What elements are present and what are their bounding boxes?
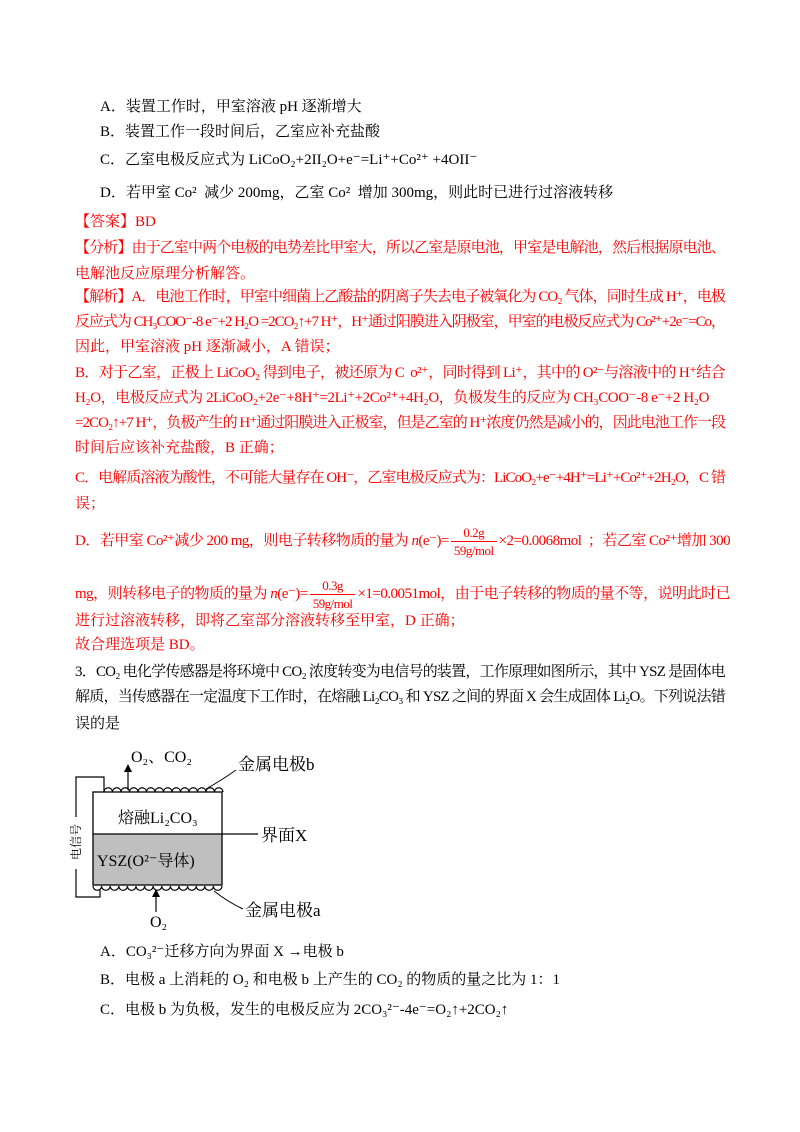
q3-stem-line: 3．CO₂ 电化学传感器是将环境中 CO₂ 浓度转变为电信号的装置，工作原理如图所示，其中 YSZ 是固体电 [75, 664, 725, 680]
q3-option-b: B．电极 a 上消耗的 O₂ 和电极 b 上产生的 CO₂ 的物质的量之比为 1：1 [100, 972, 561, 988]
explanation-a-line: 反应式为 CH₃COO⁻-8 e⁻+2 H₂O =2CO₂↑+7 H⁺，H⁺通过阳膜进入阴极室，甲室的电极反应式为 Co²⁺+2e⁻=Co， [75, 314, 725, 330]
ysz-layer-label: YSZ(O²⁻导体) [97, 853, 195, 870]
co2-sensor-diagram [60, 740, 340, 932]
fraction-numerator: 0.2g [451, 525, 497, 542]
explanation-d-text: ×2=0.0068mol ；若乙室 Co²⁺增加 300 [498, 532, 731, 549]
analysis-line: 【分析】由于乙室中两个电极的电势差比甲室大，所以乙室是原电池，甲室是电解池，然后根据原电池、 [75, 240, 725, 256]
q2-option-b: B．装置工作一段时间后，乙室应补充盐酸 [100, 124, 381, 140]
interface-label: 界面X [261, 826, 308, 845]
q3-stem-line: 误的是 [75, 716, 121, 732]
explanation-c-line: C．电解质溶液为酸性，不可能大量存在 OH⁻，乙室电极反应式为：LiCoO₂+e⁻+4H⁺=Li⁺+Co²⁺+2H₂O，C 错 [75, 470, 725, 486]
explanation-a-line: 【解析】A．电池工作时，甲室中细菌上乙酸盐的阴离子失去电子被氧化为 CO₂ 气体，同时生成 H⁺，电极 [75, 289, 725, 305]
electron-symbol: (e⁻)= [277, 585, 308, 602]
electrode-b-label: 金属电极b [238, 755, 315, 774]
explanation-d-text: ×1=0.0051mol，由于电子转移的物质的量不等，说明此时已 [357, 585, 731, 602]
electrode-a-wavy [93, 886, 222, 890]
explanation-d-line [75, 578, 730, 611]
electrode-a-leader [214, 891, 243, 909]
molten-layer-label: 熔融Li₂CO₃ [118, 810, 198, 827]
q2-option-a: A．装置工作时，甲室溶液 pH 逐渐增大 [100, 99, 362, 115]
answer-label: 【答案】BD [75, 214, 156, 230]
fraction [310, 578, 356, 611]
variable-n: n [270, 585, 278, 602]
conclusion-line: 故合理选项是 BD。 [75, 637, 205, 653]
electron-symbol: (e⁻)= [418, 532, 449, 549]
q3-option-c: C．电极 b 为负极，发生的电极反应为 2CO₃²⁻-4e⁻=O₂↑+2CO₂↑ [100, 1002, 509, 1018]
q2-option-c: C．乙室电极反应式为 LiCoO₂+2II₂O+e⁻=Li⁺+Co²⁺ +4OII⁻ [100, 152, 478, 168]
q2-option-d: D．若甲室 Co² 减少 200mg，乙室 Co² 增加 300mg，则此时已进行过溶液转移 [100, 185, 614, 201]
electrode-b-leader [206, 770, 236, 789]
fraction-numerator: 0.3g [310, 578, 356, 595]
q3-option-a: A．CO₃²⁻迁移方向为界面 X →电极 b [100, 944, 344, 960]
bottom-gas-label: O₂ [150, 914, 168, 931]
fraction-denominator: 59g/mol [453, 543, 494, 558]
q3-stem-line: 解质，当传感器在一定温度下工作时，在熔融 Li₂CO₃ 和 YSZ 之间的界面 X 会生成固体 Li₂O。下列说法错 [75, 689, 725, 705]
fraction-denominator: 59g/mol [312, 596, 353, 611]
variable-n: n [411, 532, 419, 549]
analysis-line: 电解池反应原理分析解答。 [75, 266, 256, 282]
explanation-b-line: 时间后应该补充盐酸，B 正确； [75, 440, 284, 456]
top-gases-label: O₂、CO₂ [131, 749, 192, 766]
explanation-b-line: =2CO₂↑+7 H⁺，负极产生的 H⁺通过阳膜进入正极室，但是乙室的 H⁺浓度仍然是减小的，因此电池工作一段 [75, 415, 725, 431]
explanation-b-line: B．对于乙室，正极上 LiCoO₂ 得到电子，被还原为 C o²⁺，同时得到 Li⁺，其中的 O²⁻与溶液中的 H⁺结合 [75, 365, 725, 381]
signal-label: 电信号 [69, 823, 83, 861]
explanation-a-line: 因此，甲室溶液 pH 逐渐减小，A 错误； [75, 339, 340, 355]
explanation-d-line: 进行过溶液转移，即将乙室部分溶液转移至甲室，D 正确； [75, 613, 465, 629]
electrode-a-label: 金属电极a [245, 901, 321, 920]
fraction [451, 525, 497, 558]
explanation-c-line: 误； [75, 496, 106, 512]
explanation-d-text: mg，则转移电子的物质的量为 [75, 585, 271, 602]
explanation-d-text: D．若甲室 Co²⁺减少 200 mg，则电子转移物质的量为 [75, 532, 412, 549]
explanation-d-line [75, 525, 730, 558]
explanation-b-line: H₂O，电极反应式为 2LiCoO₂+2e⁻+8H⁺=2Li⁺+2Co²⁺+4H₂O，负极发生的反应为 CH₃COO⁻-8 e⁻+2 H₂O [75, 390, 709, 406]
